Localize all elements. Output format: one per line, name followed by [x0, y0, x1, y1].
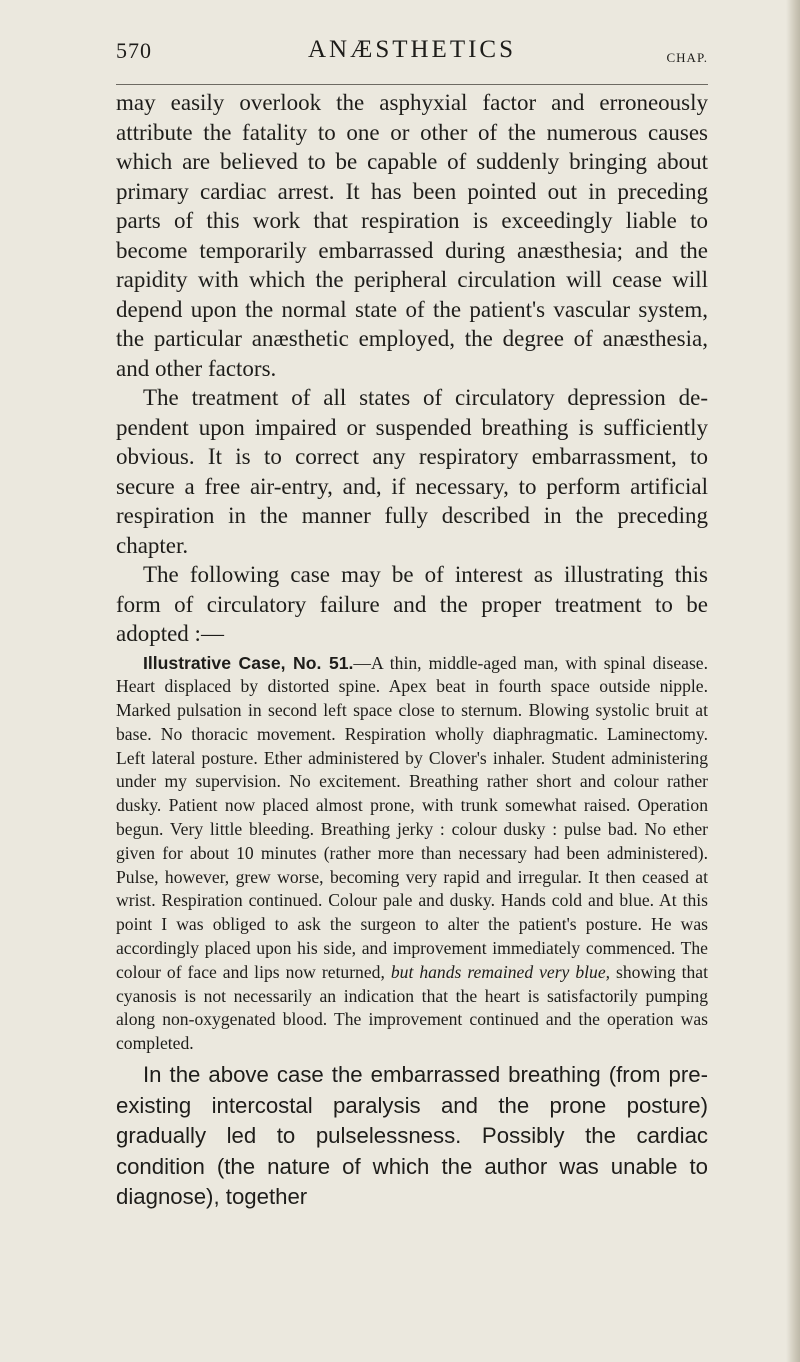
paragraph-discussion: In the above case the embarrassed breathing (from pre-existing intercostal paralysis and the prone posture) gradually led to pulselessness. Possibly the cardiac condition (the nature of which the author was unable to diagnose), together — [116, 1062, 708, 1210]
paragraph-continuation: may easily overlook the asphyxial factor and erroneously attribute the fatality to one or other of the numerous causes which are believed to be capable of suddenly bringing about primary cardiac arrest. It has been pointed out in preceding parts of this work that respiration is exceedingly liable to become temporarily embarrassed during anæsthesia; and the rapidity with which the peripheral circulation will cease will depend upon the normal state of the patient's vascular system, the particular anæsthetic employed, the degree of anæsthesia, and other factors. — [116, 90, 708, 381]
case-text-end: showing that cyanosis is not necessarily an indication that the heart is satisfactorily pumping along non-oxygenated blood. The improvement continued and the operation was completed. — [116, 961, 708, 1054]
page-number: 570 — [116, 38, 152, 63]
case-italic-text: but hands remained very blue, — [390, 961, 611, 982]
chapter-mark: CHAP. — [666, 50, 708, 65]
paragraph-case-intro: The following case may be of interest as illustrating this form of circulatory failure and the proper treatment to be adopted :— — [116, 562, 708, 646]
header-rule — [116, 84, 708, 85]
case-heading: Illustrative Case, No. 51. — [143, 652, 354, 673]
page-edge-shadow — [786, 0, 800, 1362]
case-text: —A thin, middle-aged man, with spinal disease. Heart displaced by distorted spine. Apex beat in fourth space outside nipple. Marked pulsation in second left space close to sternum. Blowing systolic bruit at base. No thoracic movement. Respiration wholly diaphragmatic. Laminectomy. Left lateral posture. Ether administered by Clover's inhaler. Student administering under my supervision. No excitement. Breathing rather short and colour rather dusky. Patient now placed almost prone, with trunk somewhat raised. Operation begun. Very little bleeding. Breathing jerky : colour dusky : pulse bad. No ether given for about 10 minutes (rather more than necessary had been administered). Pulse, however, grew worse, becoming very rapid and irregular. It then ceased at wrist. Respiration continued. Colour pale and dusky. Hands cold and blue. At this point I was obliged to ask the surgeon to alter the patient's posture. He was accordingly placed upon his side, and improvement immediately commenced. The colour of face and lips now returned, — [116, 652, 708, 982]
page-body — [116, 88, 708, 1213]
running-title: ANÆSTHETICS — [307, 36, 516, 63]
page-header — [116, 34, 708, 70]
paragraph-treatment: The treatment of all states of circulatory depression dependent upon impaired or suspended breathing is sufficiently obvious. It is to correct any respiratory embarrassment, to secure a free air-entry, and, if necessary, to perform artificial respiration in the manner fully described in the preceding chapter. — [116, 385, 708, 558]
illustrative-case — [116, 652, 708, 1057]
